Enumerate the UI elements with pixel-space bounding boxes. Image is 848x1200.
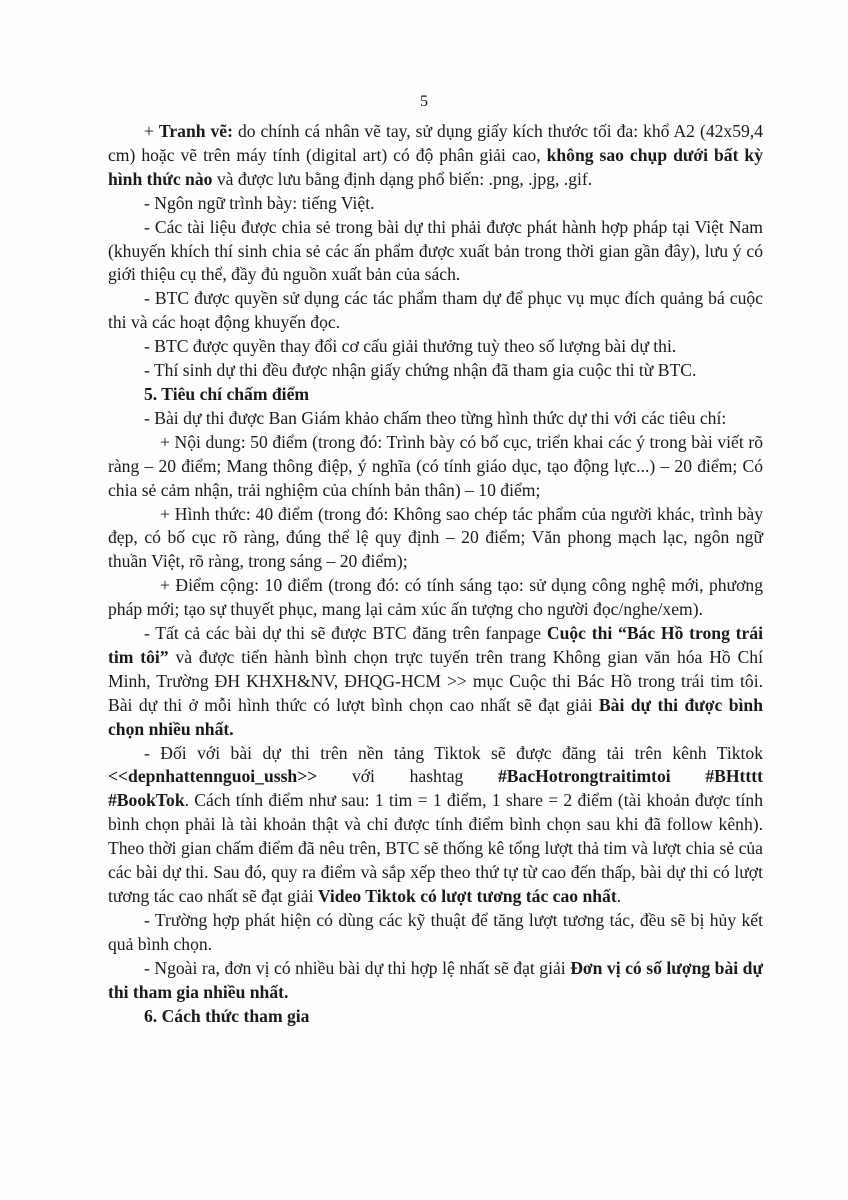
bold-run: Cuộc thi “Bác Hồ trong trái tim tôi” (108, 623, 764, 667)
text-run: với (351, 766, 375, 787)
paragraph-unit-award (108, 957, 763, 1005)
paragraph-criteria-form: + Hình thức: 40 điểm (trong đó: Không sao chép tác phẩm của người khác, trình bày đẹp, có bố cục rõ ràng, đúng thể lệ quy định – 20 điểm; Văn phong mạch lạc, ngôn ngữ thuần Việt, rõ ràng, trong sáng – 20 điểm); (108, 503, 763, 572)
bold-run: không sao chụp dưới bất kỳ hình thức nào (108, 144, 764, 189)
tiktok-channel: <<depnhattennguoi_ussh>> (108, 766, 318, 787)
paragraph-criteria-bonus: + Điểm cộng: 10 điểm (trong đó: có tính sáng tạo: sử dụng công nghệ mới, phương pháp mới; tạo sự thuyết phục, mang lại cảm xúc ấn tượng cho người đọc/nghe/xem). (108, 575, 763, 620)
paragraph-materials: - Các tài liệu được chia sẻ trong bài dự thi phải được phát hành hợp pháp tại Việt Nam (khuyến khích thí sinh chia sẻ các ấn phẩm được xuất bản trong thời gian gần đây), lưu ý có giới thiệu cụ thể, đầy đủ nguồn xuất bản của sách. (108, 216, 763, 285)
paragraph-tiktok-line1: - Đối với bài dự thi trên nền tảng Tiktok sẽ được đăng tải trên kênh Tiktok (144, 742, 763, 763)
text-run: - Ngoài ra, đơn vị có nhiều bài dự thi hợp lệ nhất sẽ đạt giải (144, 957, 571, 978)
hashtag: #BHtttt (705, 766, 763, 787)
section-heading-6: 6. Cách thức tham gia (144, 1005, 310, 1026)
text-run: do chính cá nhân vẽ tay, sử dụng giấy kích thước tối đa: khổ A2 (42x59,4 cm) hoặc vẽ trên máy tính (digital art) có độ phân giải cao, (108, 121, 764, 165)
paragraph-tiktok-rest (108, 789, 763, 909)
paragraph-prize-structure: - BTC được quyền thay đổi cơ cấu giải thưởng tuỳ theo số lượng bài dự thi. (144, 336, 677, 357)
text-run: . (616, 886, 622, 906)
section-heading-5: 5. Tiêu chí chấm điểm (144, 383, 310, 404)
text-run: và được lưu bằng định dạng phổ biến: .png, .jpg, .gif. (212, 168, 593, 189)
document-body (108, 120, 763, 1028)
text-run: và được tiến hành bình chọn trực tuyến trên trang Không gian văn hóa Hồ Chí Minh, Trường ĐH KHXH&NV, ĐHQG-HCM >> mục Cuộc thi Bác Hồ trong trái tim tôi. Bài dự thi ở mỗi hình thức có lượt bình chọn cao nhất sẽ đạt giải (108, 646, 763, 715)
bold-run: Bài dự thi được bình chọn nhiều nhất. (108, 694, 763, 739)
hashtag: #BacHotrongtraitimtoi (498, 766, 671, 787)
text-run: hashtag (409, 766, 464, 787)
bold-run: Video Tiktok có lượt tương tác cao nhất (317, 886, 617, 906)
bold-run: Đơn vị có số lượng bài dự thi tham gia nhiều nhất. (108, 957, 764, 1002)
paragraph-tiktok-line2 (108, 765, 763, 789)
paragraph-cheating: - Trường hợp phát hiện có dùng các kỹ thuật để tăng lượt tương tác, đều sẽ bị hủy kết quả bình chọn. (108, 909, 763, 954)
page-number: 5 (420, 93, 428, 110)
paragraph-criteria-content: + Nội dung: 50 điểm (trong đó: Trình bày có bố cục, triển khai các ý trong bài viết rõ ràng – 20 điểm; Mang thông điệp, ý nghĩa (có tính giáo dục, tạo động lực...) – 20 điểm; Có chia sẻ cảm nhận, trải nghiệm của chính bản thân) – 10 điểm; (108, 431, 763, 500)
paragraph-usage-rights: - BTC được quyền sử dụng các tác phẩm tham dự để phục vụ mục đích quảng bá cuộc thi và các hoạt động khuyến đọc. (108, 288, 763, 333)
paragraph-criteria-intro: - Bài dự thi được Ban Giám khảo chấm theo từng hình thức dự thi với các tiêu chí: (144, 407, 727, 428)
text-run: - Tất cả các bài dự thi sẽ được BTC đăng trên fanpage (144, 623, 547, 644)
hashtag: #BookTok (108, 790, 185, 811)
paragraph-language: - Ngôn ngữ trình bày: tiếng Việt. (144, 192, 375, 213)
text-run: . Cách tính điểm như sau: 1 tim = 1 điểm, 1 share = 2 điểm (tài khoản được tính bình chọn phải là tài khoản thật và chỉ được tính điểm bình chọn sau khi đã follow kênh). Theo thời gian chấm điểm đã nêu trên, BTC sẽ thống kê tổng lượt thả tim và lượt chia sẻ của các bài dự thi. Sau đó, quy ra điểm và sắp xếp theo thứ tự từ cao đến thấp, bài dự thi có lượt tương tác cao nhất sẽ đạt giải (108, 790, 763, 906)
paragraph-certificate: - Thí sinh dự thi đều được nhận giấy chứng nhận đã tham gia cuộc thi từ BTC. (144, 360, 697, 381)
paragraph-online-voting (108, 622, 763, 742)
text-run: + (144, 121, 159, 141)
bold-run: Tranh vẽ: (158, 121, 233, 141)
paragraph-drawing-format (108, 120, 763, 192)
